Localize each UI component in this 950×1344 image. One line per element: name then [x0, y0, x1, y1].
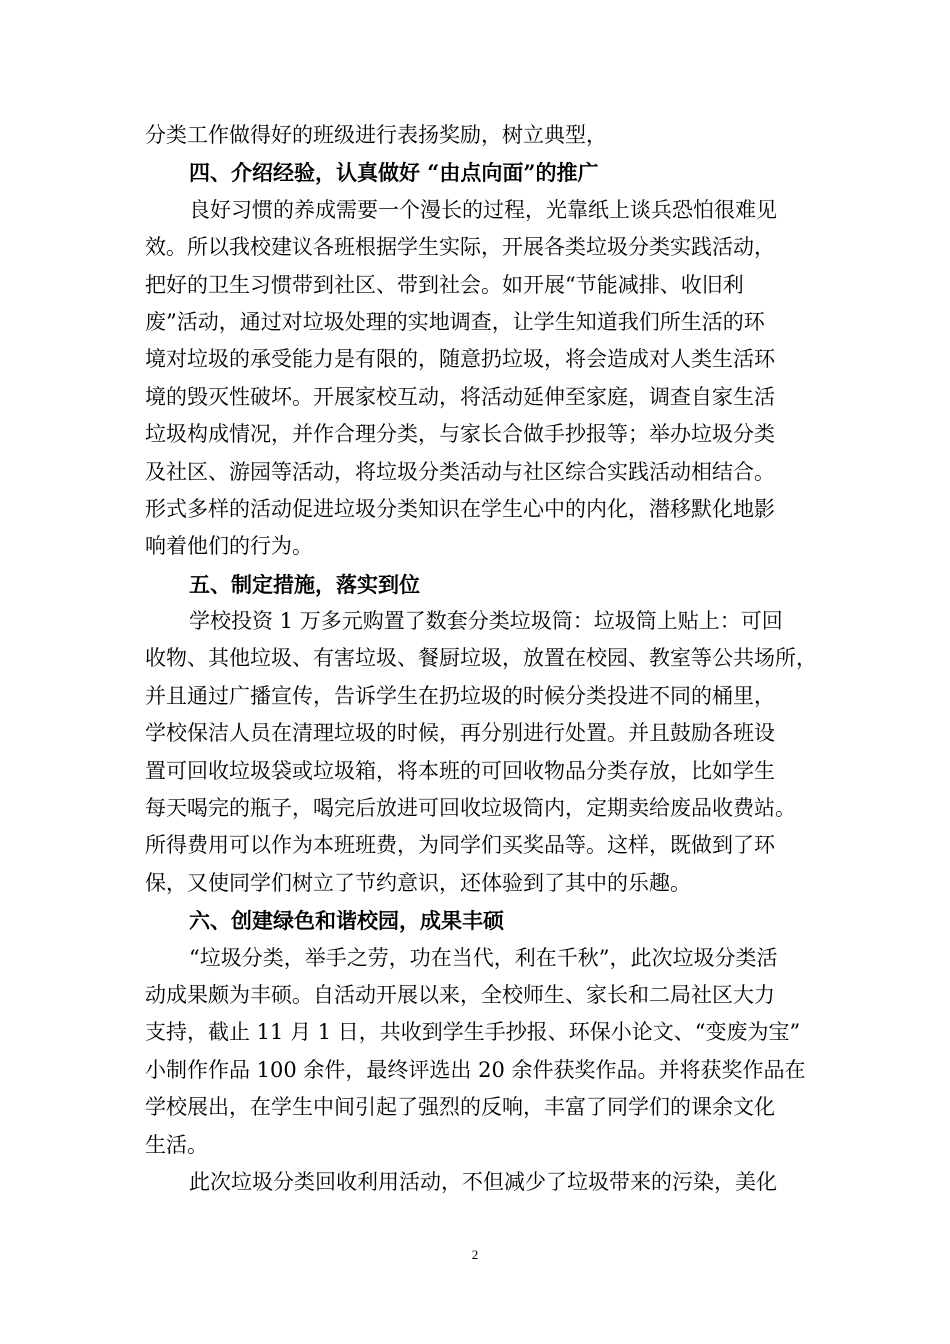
paragraph-line: 垃圾构成情况，并作合理分类，与家长合做手抄报等；举办垃圾分类 — [145, 422, 775, 447]
paragraph-line: 分类工作做得好的班级进行表扬奖励，树立典型， — [145, 123, 607, 147]
paragraph-line: 及社区、游园等活动，将垃圾分类活动与社区综合实践活动相结合。 — [145, 459, 775, 484]
paragraph-line: 响着他们的行为。 — [145, 534, 313, 559]
paragraph-line: 境的毁灭性破坏。开展家校互动，将活动延伸至家庭，调查自家生活 — [145, 384, 775, 409]
paragraph-line: 学校保洁人员在清理垃圾的时候，再分别进行处置。并且鼓励各班设 — [145, 721, 775, 746]
paragraph-line: 把好的卫生习惯带到社区、带到社会。如开展“节能减排、收旧利 — [145, 272, 744, 297]
paragraph-line: 效。所以我校建议各班根据学生实际，开展各类垃圾分类实践活动， — [145, 235, 775, 260]
paragraph-line: 小制作作品 100 余件，最终评选出 20 余件获奖作品。并将获奖作品在 — [145, 1057, 806, 1082]
paragraph-line: 保，又使同学们树立了节约意识，还体验到了其中的乐趣。 — [145, 870, 691, 895]
paragraph-line: 废”活动，通过对垃圾处理的实地调查，让学生知道我们所生活的环 — [145, 309, 765, 334]
section-heading: 六、创建绿色和谐校园，成果丰硕 — [189, 908, 504, 934]
paragraph-line: 形式多样的活动促进垃圾分类知识在学生心中的内化，潜移默化地影 — [145, 496, 775, 521]
paragraph-line: 良好习惯的养成需要一个漫长的过程，光靠纸上谈兵恐怕很难见 — [189, 197, 777, 222]
paragraph-line: 生活。 — [145, 1132, 208, 1157]
paragraph-line: 并且通过广播宣传，告诉学生在扔垃圾的时候分类投进不同的桶里， — [145, 683, 775, 708]
paragraph-line: 学校投资 1 万多元购置了数套分类垃圾筒：垃圾筒上贴上：可回 — [189, 609, 783, 634]
page-number: 2 — [471, 1247, 479, 1262]
document-body — [145, 117, 825, 1201]
paragraph-line: 所得费用可以作为本班班费，为同学们买奖品等。这样，既做到了环 — [145, 833, 775, 858]
paragraph-line: 每天喝完的瓶子，喝完后放进可回收垃圾筒内，定期卖给废品收费站。 — [145, 796, 796, 821]
section-heading: 五、制定措施，落实到位 — [189, 571, 420, 597]
paragraph-line: 境对垃圾的承受能力是有限的，随意扔垃圾，将会造成对人类生活环 — [145, 347, 775, 372]
paragraph-line: 支持，截止 11 月 1 日，共收到学生手抄报、环保小论文、“变废为宝” — [145, 1020, 801, 1045]
paragraph-line: 收物、其他垃圾、有害垃圾、餐厨垃圾，放置在校园、教室等公共场所， — [145, 646, 817, 671]
paragraph-line: “垃圾分类，举手之劳，功在当代，利在千秋”，此次垃圾分类活 — [189, 945, 778, 970]
paragraph-line: 此次垃圾分类回收利用活动，不但减少了垃圾带来的污染，美化 — [189, 1169, 777, 1194]
paragraph-line: 置可回收垃圾袋或垃圾箱，将本班的可回收物品分类存放，比如学生 — [145, 758, 775, 783]
section-heading: 四、介绍经验，认真做好 “由点向面”的推广 — [189, 160, 599, 186]
paragraph-line: 动成果颇为丰硕。自活动开展以来，全校师生、家长和二局社区大力 — [145, 982, 775, 1007]
paragraph-line: 学校展出，在学生中间引起了强烈的反响，丰富了同学们的课余文化 — [145, 1095, 775, 1120]
